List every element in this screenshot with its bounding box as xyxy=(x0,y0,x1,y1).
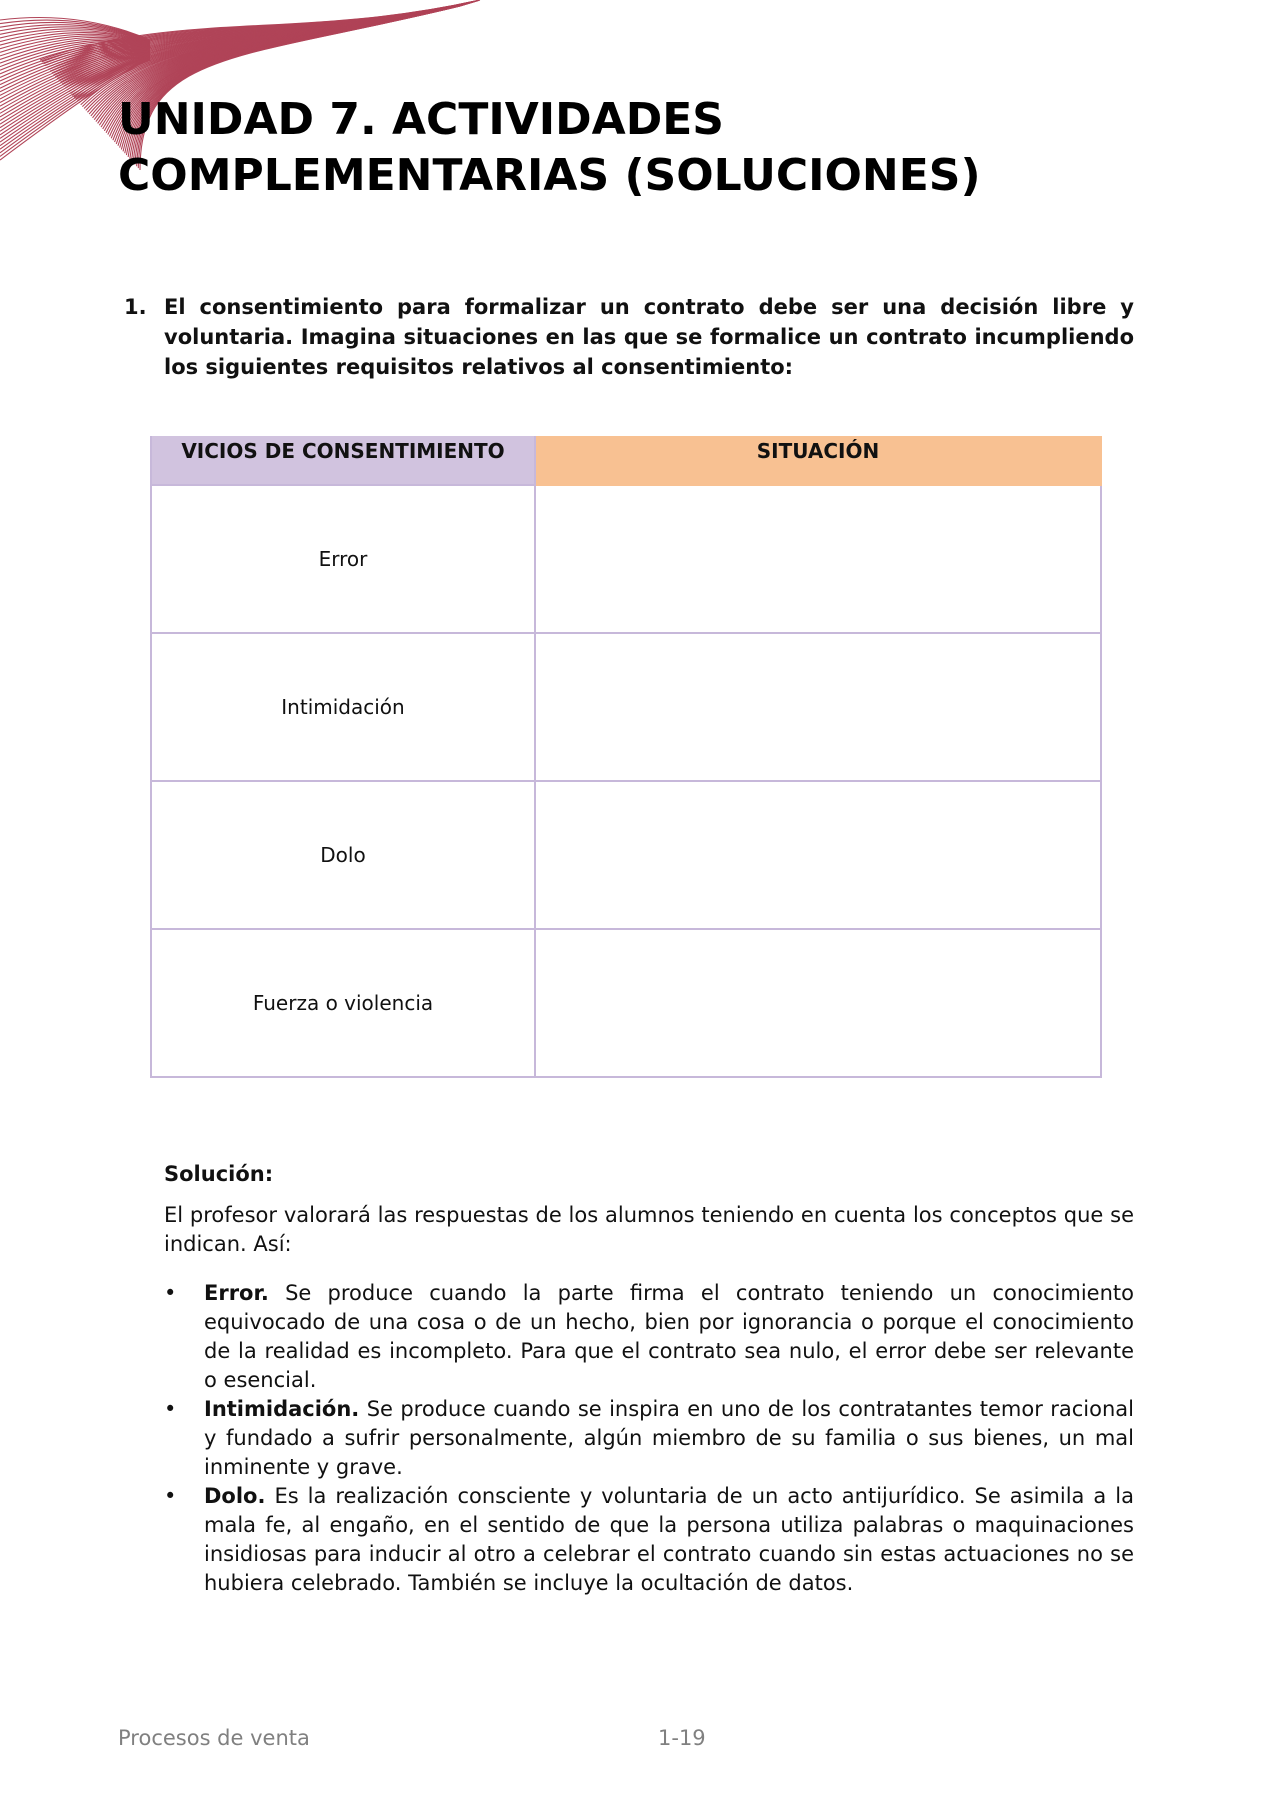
table-row xyxy=(151,633,1101,781)
list-item xyxy=(164,1279,1134,1395)
item-text: Es la realización consciente y voluntaria de un acto antijurídico. Se asimila a la mala fe, al engaño, en el sentido de que la persona utiliza palabras o maquinaciones insidiosas para inducir al otro a celebrar el contrato cuando sin estas actuaciones no se hubiera celebrado. También se incluye la ocultación de datos. xyxy=(204,1484,1134,1595)
vicio-cell: Error xyxy=(151,485,535,633)
question-number: 1. xyxy=(124,295,147,319)
situacion-cell xyxy=(535,781,1101,929)
title-line-1: UNIDAD 7. ACTIVIDADES xyxy=(118,94,724,145)
item-text: Se produce cuando la parte firma el contrato teniendo un conocimiento equivocado de una cosa o de un hecho, bien por ignorancia o porque el conocimiento de la realidad es incompleto. Para que el contrato sea nulo, el error debe ser relevante o esencial. xyxy=(204,1281,1134,1392)
bullet-icon: • xyxy=(164,1281,177,1305)
item-term: Error. xyxy=(204,1281,269,1305)
table-row xyxy=(151,929,1101,1077)
footer-course-name: Procesos de venta xyxy=(118,1726,310,1750)
list-item xyxy=(164,1395,1134,1482)
header-vicios: VICIOS DE CONSENTIMIENTO xyxy=(151,436,535,485)
page-title xyxy=(118,92,1158,204)
list-item xyxy=(164,1482,1134,1598)
table-row xyxy=(151,485,1101,633)
solution-list xyxy=(164,1279,1134,1598)
title-line-2: COMPLEMENTARIAS (SOLUCIONES) xyxy=(118,150,981,201)
vicio-cell: Intimidación xyxy=(151,633,535,781)
question-1 xyxy=(124,292,1134,382)
solution-intro: El profesor valorará las respuestas de los alumnos teniendo en cuenta los conceptos que se indican. Así: xyxy=(164,1203,1134,1256)
situacion-cell xyxy=(535,485,1101,633)
vicio-cell: Fuerza o violencia xyxy=(151,929,535,1077)
item-term: Dolo. xyxy=(204,1484,266,1508)
header-situacion: SITUACIÓN xyxy=(535,436,1101,485)
situacion-cell xyxy=(535,929,1101,1077)
vicios-table xyxy=(150,436,1102,1078)
solution-label: Solución: xyxy=(164,1162,274,1186)
vicio-cell: Dolo xyxy=(151,781,535,929)
bullet-icon: • xyxy=(164,1397,177,1421)
footer-page-number: 1-19 xyxy=(658,1726,706,1750)
item-text: Se produce cuando se inspira en uno de los contratantes temor racional y fundado a sufrir personalmente, algún miembro de su familia o sus bienes, un mal inminente y grave. xyxy=(204,1397,1134,1479)
table-row xyxy=(151,781,1101,929)
situacion-cell xyxy=(535,633,1101,781)
question-text: El consentimiento para formalizar un contrato debe ser una decisión libre y voluntaria. Imagina situaciones en las que se formalice un contrato incumpliendo los siguientes requisitos relativos al consentimiento: xyxy=(164,295,1134,379)
table-header-row xyxy=(151,436,1101,485)
item-term: Intimidación. xyxy=(204,1397,360,1421)
bullet-icon: • xyxy=(164,1484,177,1508)
